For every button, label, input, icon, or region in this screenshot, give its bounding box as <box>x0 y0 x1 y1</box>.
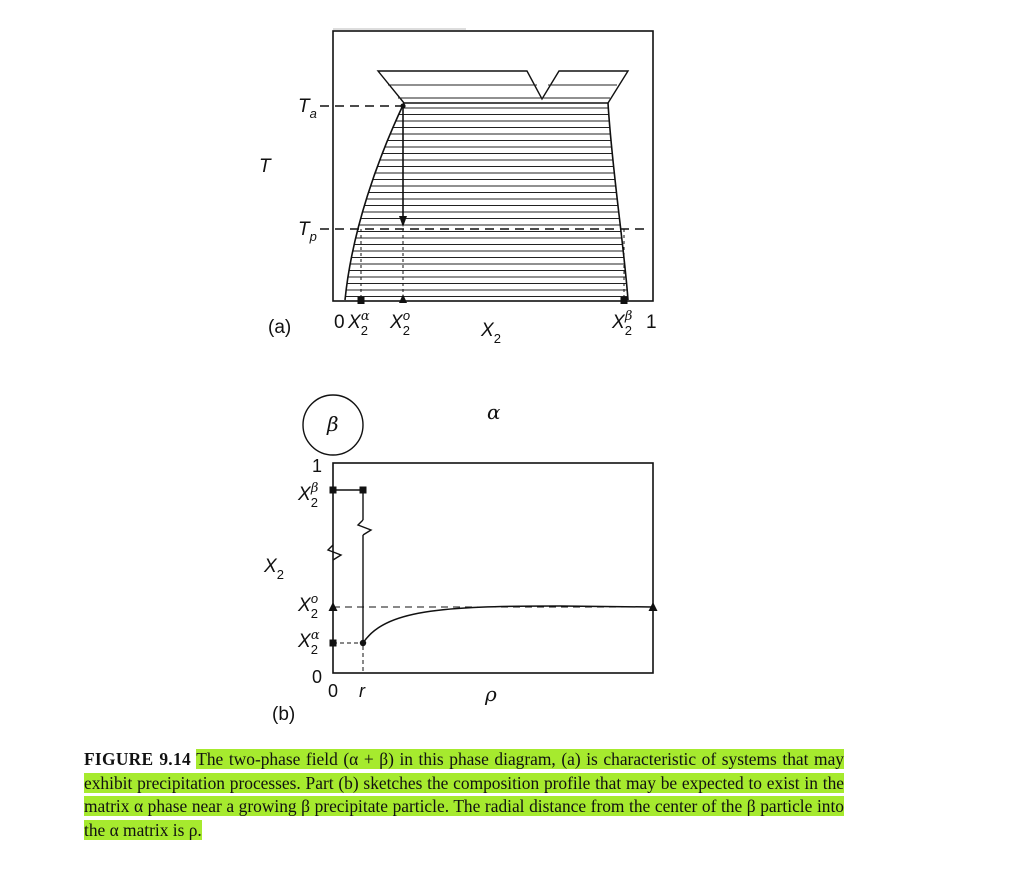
y-axis-label-X2: $X_2$ <box>264 556 284 582</box>
x-axis-label-X2: $X_2$ <box>481 320 501 346</box>
x-tick-X2-alpha: $X_2\alpha$ <box>348 309 370 338</box>
x-tick-0: 0 <box>334 312 345 333</box>
x-tick-r: r <box>359 681 365 701</box>
X2-beta-y-marker <box>330 487 337 494</box>
x-axis-label-rho: ρ <box>485 682 497 706</box>
tick-label-Ta: $T_a$ <box>298 96 317 121</box>
y-tick-X2-beta: $X_2\beta$ <box>298 481 319 510</box>
panel-a-tag: (a) <box>268 317 292 338</box>
phase-diagram-panel <box>259 29 657 346</box>
caption-text: The two-phase field (α + β) in this phase diagram, (a) is characteristic of systems that may exhibit precipitation processes. Part (b) sketches the composition profile that may be expected to exist in the matrix α phase near a growing β precipitate particle. The radial distance from the center of the β particle into the α matrix is ρ. <box>84 749 844 840</box>
y-tick-1: 1 <box>312 456 323 476</box>
axis-break-y <box>328 545 341 560</box>
panel-b-frame <box>333 463 653 673</box>
figure-label: FIGURE 9.14 <box>84 749 191 769</box>
X2-beta-marker <box>621 297 628 304</box>
y-axis-label-T: T <box>259 156 271 177</box>
x-tick-X2-beta: $X_2\beta$ <box>612 309 633 338</box>
y-tick-0: 0 <box>312 667 323 687</box>
composition-profile-curve <box>363 606 653 643</box>
tick-label-Tp: $T_p$ <box>298 219 317 244</box>
y-tick-X2-alpha: $X_2\alpha$ <box>298 628 320 657</box>
alpha-matrix-label: α <box>487 400 501 424</box>
x-tick-0-b: 0 <box>328 681 339 701</box>
figure-caption <box>84 748 844 842</box>
beta-particle-label: β <box>327 412 339 436</box>
composition-profile-panel <box>263 395 658 725</box>
panel-b-tag: (b) <box>272 704 296 725</box>
X2-o-marker <box>399 294 407 303</box>
X2-alpha-y-marker <box>330 640 337 647</box>
x-tick-X2-o: $X_2o$ <box>390 308 411 338</box>
axis-break-interface <box>358 520 371 535</box>
x-tick-1: 1 <box>646 312 657 333</box>
X2-alpha-marker <box>358 297 365 304</box>
tie-lines <box>330 108 640 297</box>
y-tick-X2-o: $X_2o$ <box>298 591 319 621</box>
